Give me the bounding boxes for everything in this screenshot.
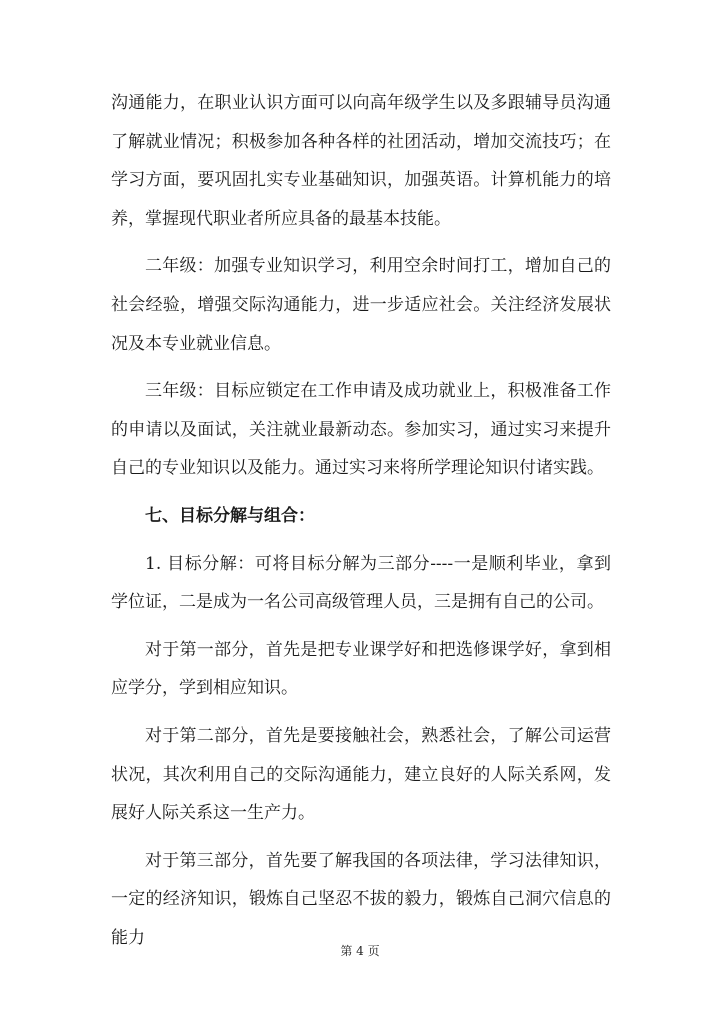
paragraph-third-year: 三年级：目标应锁定在工作申请及成功就业上，积极准备工作的申请以及面试，关注就业最新动态。参加实习，通过实习来提升自己的专业知识以及能力。通过实习来将所学理论知识付诸实践。 <box>111 381 611 479</box>
paragraph-part-one: 对于第一部分，首先是把专业课学好和把选修课学好，拿到相应学分，学到相应知识。 <box>111 639 611 699</box>
document-body <box>111 84 611 966</box>
paragraph-part-three: 对于第三部分，首先要了解我国的各项法律，学习法律知识，一定的经济知识，锻炼自己坚忍不拔的毅力，锻炼自己洞穴信息的能力 <box>111 850 611 948</box>
paragraph-continuation: 沟通能力，在职业认识方面可以向高年级学生以及多跟辅导员沟通了解就业情况；积极参加各种各样的社团活动，增加交流技巧；在学习方面，要巩固扎实专业基础知识，加强英语。计算机能力的培养，掌握现代职业者所应具备的最基本技能。 <box>111 93 611 229</box>
paragraph-second-year: 二年级：加强专业知识学习，利用空余时间打工，增加自己的社会经验，增强交际沟通能力，进一步适应社会。关注经济发展状况及本专业就业信息。 <box>111 256 611 354</box>
page-number: 第 4 页 <box>340 944 380 958</box>
paragraph-goal-breakdown: 1. 目标分解：可将目标分解为三部分----一是顺利毕业，拿到学位证，二是成为一名公司高级管理人员，三是拥有自己的公司。 <box>111 553 611 613</box>
paragraph-part-two: 对于第二部分，首先是要接触社会，熟悉社会，了解公司运营状况，其次利用自己的交际沟通能力，建立良好的人际关系网，发展好人际关系这一生产力。 <box>111 725 611 824</box>
section-heading: 七、目标分解与组合： <box>145 505 315 526</box>
